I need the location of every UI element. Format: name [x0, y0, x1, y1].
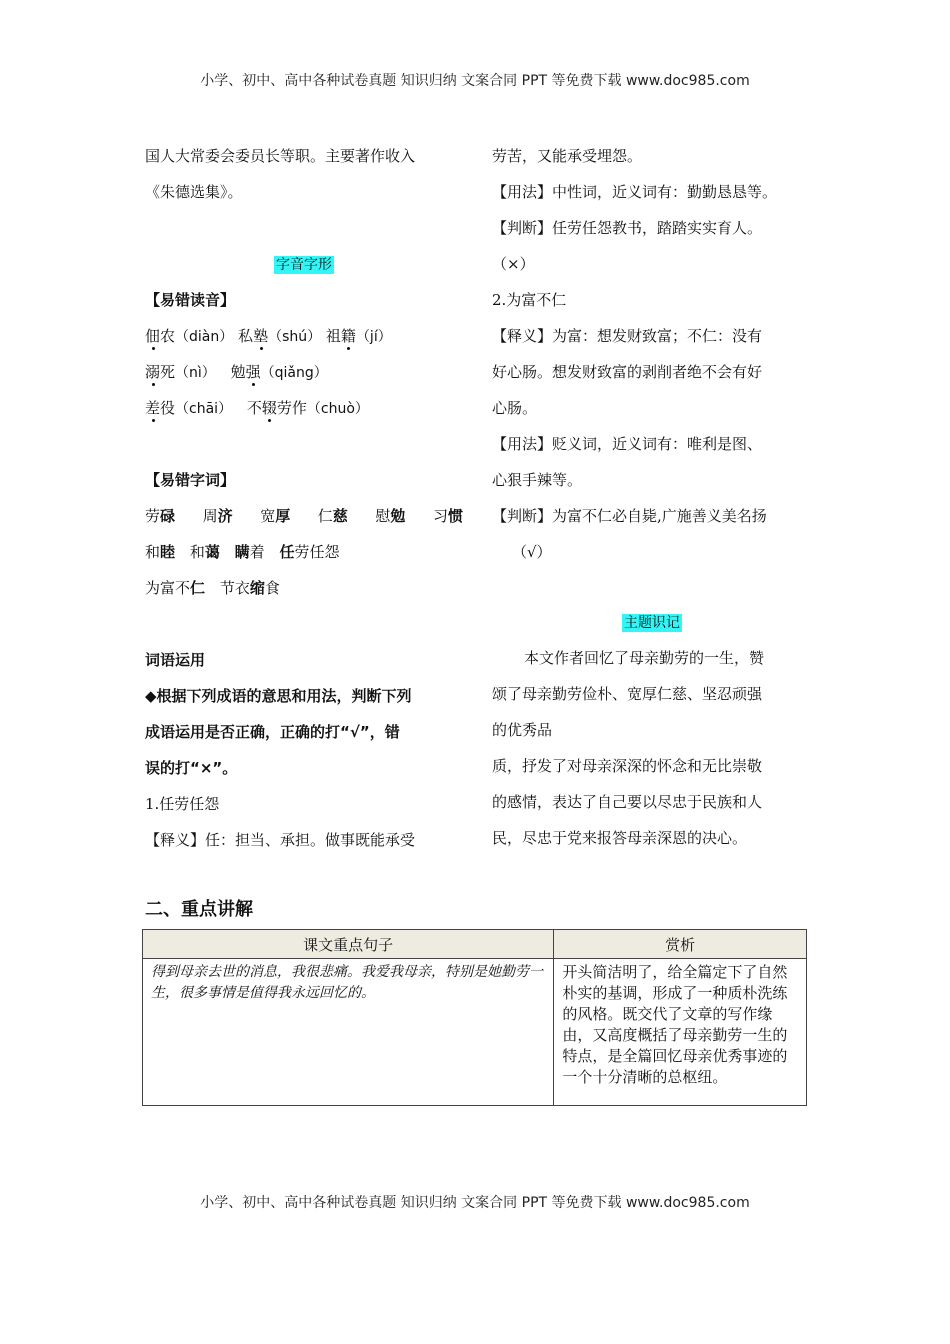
intro-line-2: 《朱德选集》。 [145, 183, 243, 201]
key-sentence-cell: 得到母亲去世的消息，我很悲痛。我爱我母亲，特别是她勤劳一生，很多事情是值得我永远回忆的。 [143, 959, 554, 1106]
word-item: 为富不仁 [145, 579, 206, 597]
usage-title: 词语运用 [145, 651, 206, 669]
word-item: 任劳任怨 [279, 543, 340, 561]
word-item: 和蔼 [189, 543, 220, 561]
word-item: 周济 [202, 507, 233, 525]
item-2-definition-2: 好心肠。想发财致富的剥削者绝不会有好 [492, 363, 763, 381]
word-item: 慰勉 [375, 507, 406, 525]
word-item: 习惯 [432, 507, 463, 525]
theme-line-3: 的优秀品 [492, 721, 553, 739]
table-header-row [143, 930, 807, 959]
readings-line-1: 佃农（diàn） 私塾（shú） 祖籍（jí） [145, 327, 392, 345]
words-title: 【易错字词】 [145, 471, 236, 489]
right-column [492, 138, 812, 856]
intro-line-1: 国人大常委会委员长等职。主要著作收入 [145, 147, 416, 165]
key-sentences-table [142, 929, 807, 1106]
item-1-usage: 【用法】中性词，近义词有：勤勤恳恳等。 [492, 183, 778, 201]
usage-question-3: 误的打“×”。 [145, 759, 238, 777]
item-2-usage-2: 心狠手辣等。 [492, 471, 583, 489]
theme-line-5: 的感情，表达了自己要以尽忠于民族和人 [492, 793, 763, 811]
item-2-definition-3: 心肠。 [492, 399, 538, 417]
usage-question-1: ◆根据下列成语的意思和用法，判断下列 [145, 687, 412, 705]
item-1-definition-cont: 劳苦，又能承受埋怨。 [492, 147, 643, 165]
theme-line-2: 颂了母亲勤劳俭朴、宽厚仁慈、坚忍顽强 [492, 685, 763, 703]
analysis-cell: 开头简洁明了，给全篇定下了自然朴实的基调，形成了一种质朴洗练的风格。既交代了文章的写作缘由，又高度概括了母亲勤劳一生的特点，是全篇回忆母亲优秀事迹的一个十分清晰的总枢纽。 [554, 959, 807, 1106]
page-footer: 小学、初中、高中各种试卷真题 知识归纳 文案合同 PPT 等免费下载 www.doc985.com [200, 1195, 750, 1211]
word-item: 和睦 [145, 543, 176, 561]
word-item: 劳碌 [145, 507, 176, 525]
item-2-answer: （√） [512, 543, 552, 561]
column-header-analysis: 赏析 [554, 930, 807, 959]
word-item: 仁慈 [317, 507, 348, 525]
item-2-definition-1: 【释义】为富：想发财致富；不仁：没有 [492, 327, 763, 345]
item-2-judgement: 【判断】为富不仁必自毙,广施善义美名扬 [492, 507, 767, 525]
readings-line-3: 差役（chāi） 不辍劳作（chuò） [145, 399, 369, 417]
theme-section-label: 主题识记 [624, 615, 680, 631]
page-header: 小学、初中、高中各种试卷真题 知识归纳 文案合同 PPT 等免费下载 www.doc985.com [200, 73, 750, 89]
section-label-theme [492, 604, 812, 640]
word-item: 节衣缩食 [219, 579, 280, 597]
words-line-2 [145, 534, 463, 570]
left-column [145, 138, 463, 858]
words-line-3 [145, 570, 463, 606]
readings-title: 【易错读音】 [145, 291, 236, 309]
item-1-definition: 【释义】任：担当、承担。做事既能承受 [145, 831, 416, 849]
readings-line-2: 溺死（nì） 勉强（qiǎng） [145, 363, 328, 381]
usage-question-2: 成语运用是否正确，正确的打“√”，错 [145, 723, 400, 741]
item-2-usage-1: 【用法】贬义词，近义词有：唯利是图、 [492, 435, 763, 453]
table-row [143, 959, 807, 1106]
section-2-title: 二、重点讲解 [145, 899, 253, 920]
theme-line-1: 本文作者回忆了母亲勤劳的一生，赞 [524, 649, 765, 667]
theme-line-4: 质，抒发了对母亲深深的怀念和无比崇敬 [492, 757, 763, 775]
column-header-sentence: 课文重点句子 [143, 930, 554, 959]
theme-line-6: 民，尽忠于党来报答母亲深恩的决心。 [492, 829, 748, 847]
item-1-judgement: 【判断】任劳任怨教书，踏踏实实育人。 [492, 219, 763, 237]
pronunciation-section-label: 字音字形 [276, 257, 332, 273]
item-2-title: 2.为富不仁 [492, 291, 567, 309]
item-1-title: 1.任劳任怨 [145, 795, 220, 813]
word-item: 宽厚 [260, 507, 291, 525]
item-1-answer: （×） [492, 255, 535, 273]
word-item: 瞒着 [234, 543, 265, 561]
words-line-1 [145, 498, 463, 534]
section-label-pronunciation [145, 246, 463, 282]
